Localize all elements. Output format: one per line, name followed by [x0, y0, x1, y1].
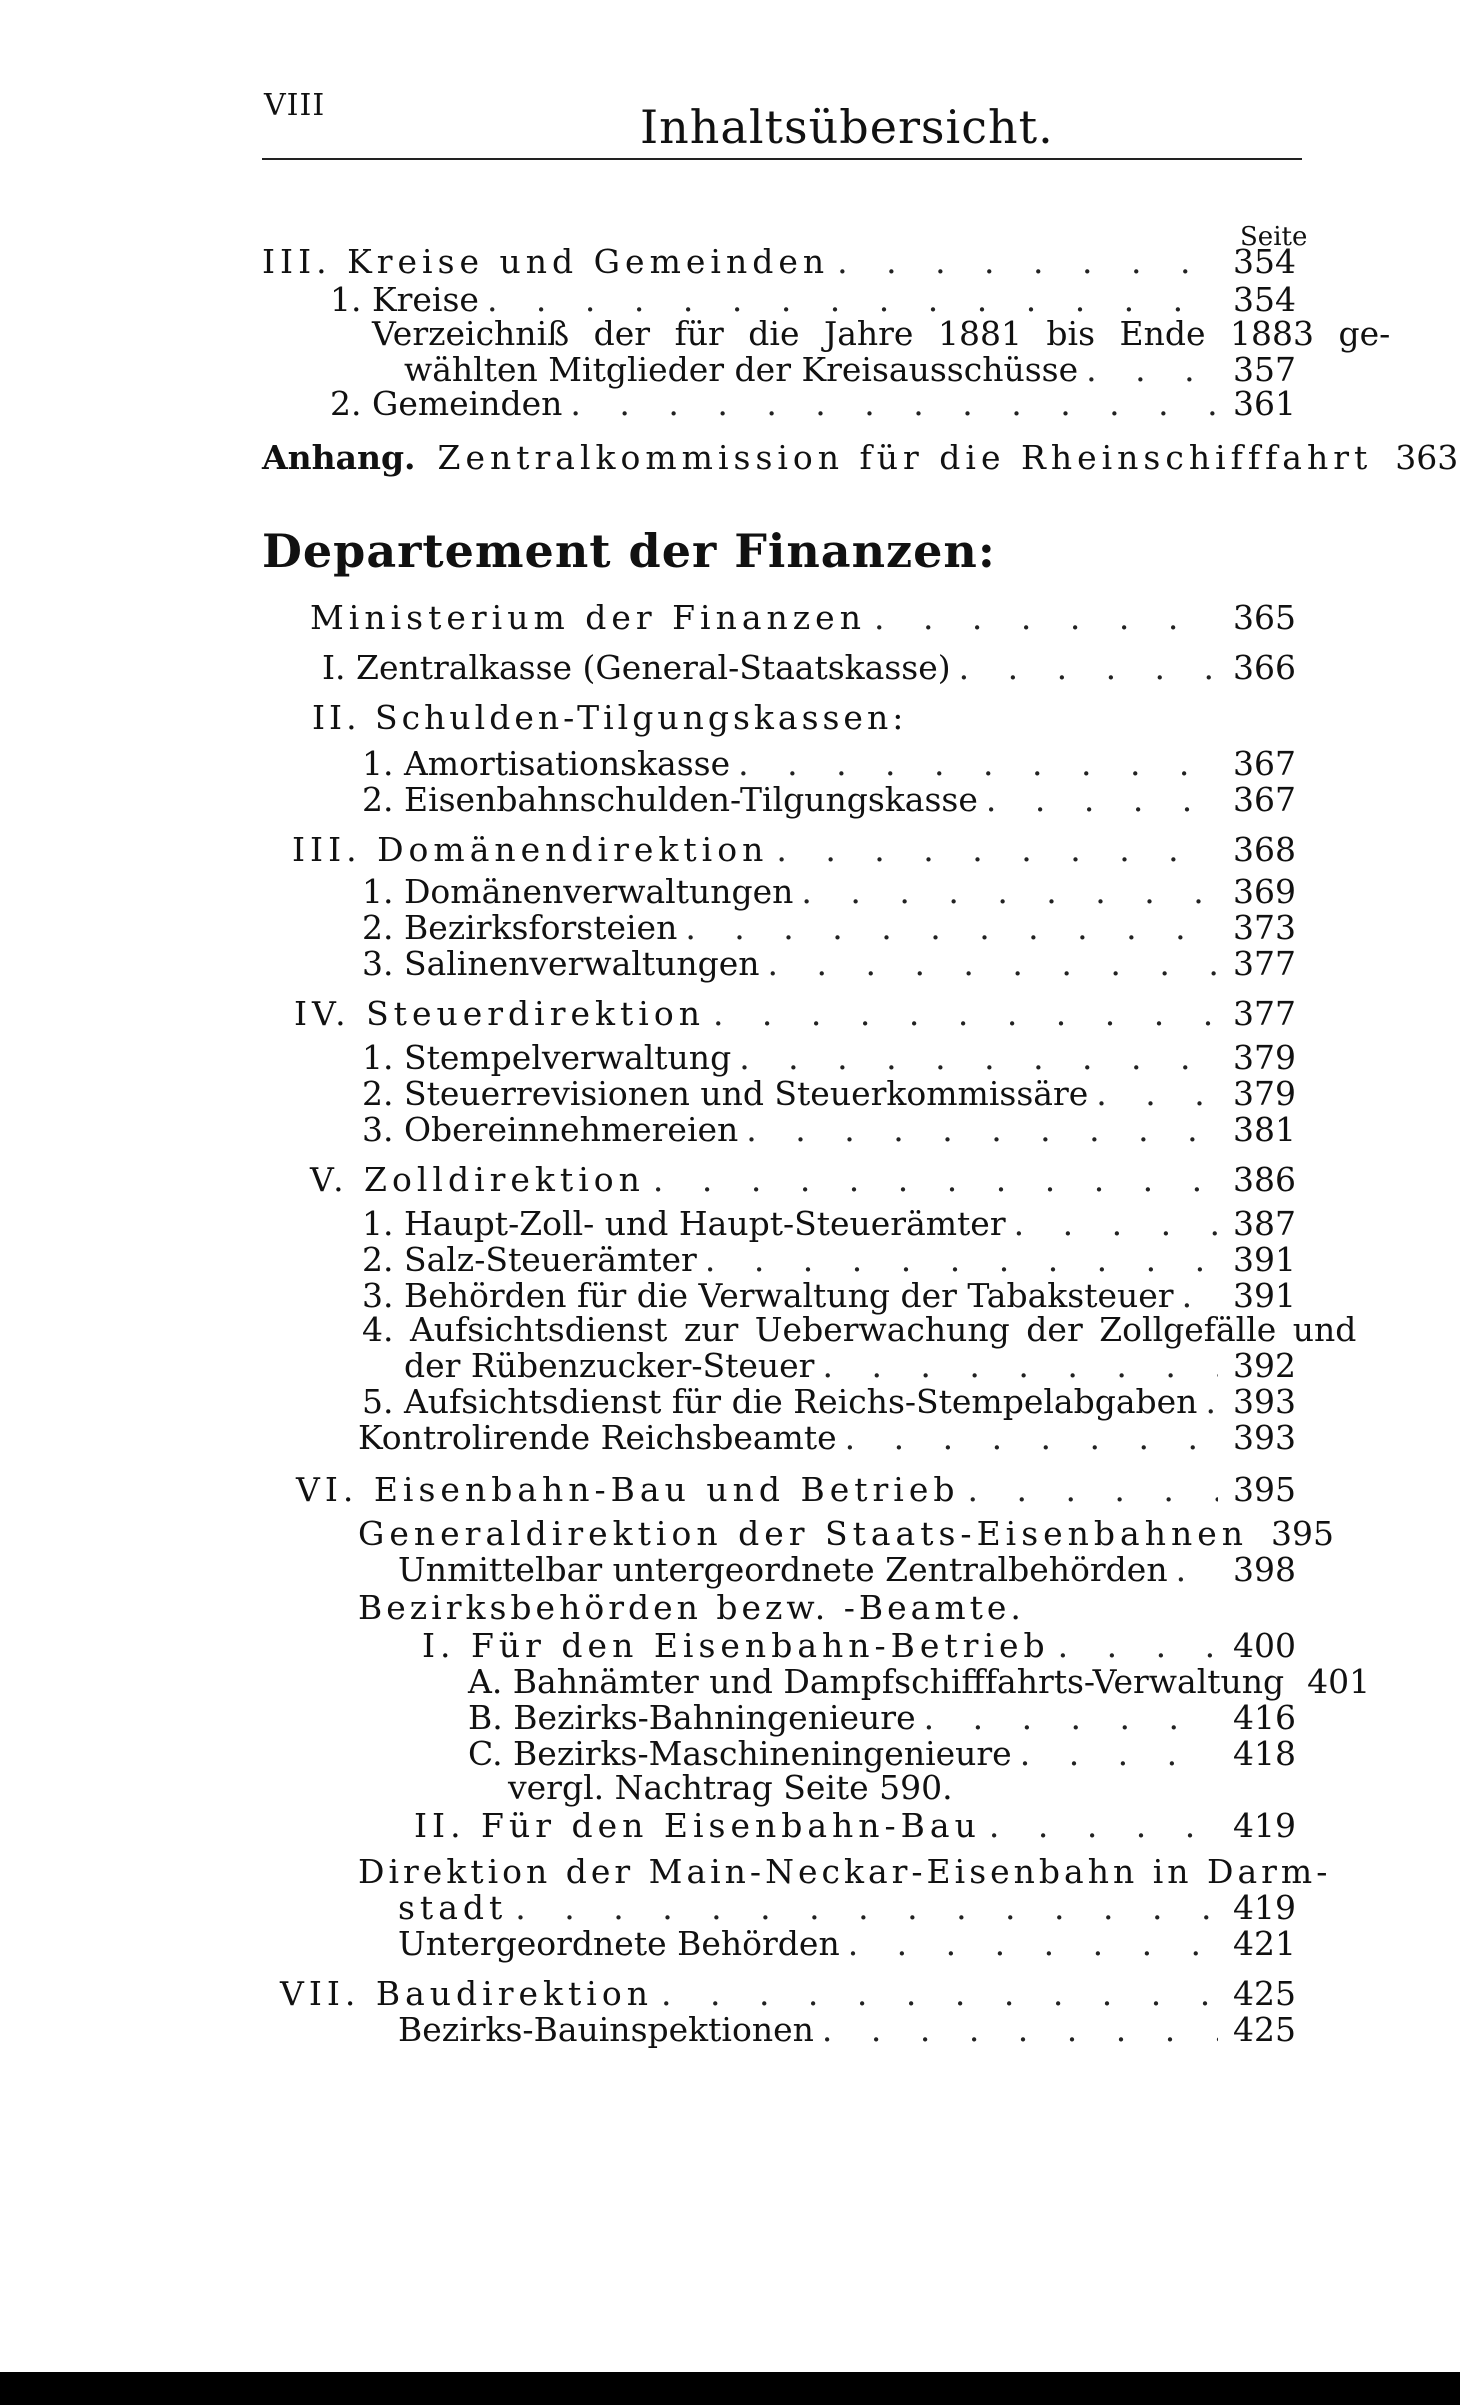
toc-entry: B. Bezirks-Bahningenieure . . . 416 [468, 1700, 1296, 1736]
toc-entry: VI. Eisenbahn-Bau und Betrieb . . . 395 [296, 1472, 1296, 1508]
toc-entry: V. Zolldirektion . . . 386 [310, 1162, 1296, 1198]
toc-entry: III. Kreise und Gemeinden . . . 354 [262, 244, 1296, 280]
toc-entry-heading: Bezirksbehörden bezw. -Beamte. [358, 1588, 1025, 1627]
header-rule [262, 158, 1302, 160]
page-column-label: Seite [1240, 222, 1308, 252]
toc-entry: III. Domänendirektion . . . 368 [292, 832, 1296, 868]
toc-entry: 1. Stempelverwaltung . . . 379 [362, 1040, 1296, 1076]
toc-entry: II. Für den Eisenbahn-Bau . . . 419 [414, 1808, 1296, 1844]
toc-entry: Bezirks-Bauinspektionen . . . 425 [398, 2012, 1296, 2048]
toc-entry: 2. Salz-Steuerämter . . . 391 [362, 1242, 1296, 1278]
toc-entry: Untergeordnete Behörden . . . 421 [398, 1926, 1296, 1962]
toc-entry: 2. Bezirksforsteien . . . 373 [362, 910, 1296, 946]
toc-entry: wählten Mitglieder der Kreisausschüsse . . . 357 [404, 352, 1296, 388]
toc-entry: 2. Eisenbahnschulden-Tilgungskasse . . . 367 [362, 782, 1296, 818]
toc-entry: 1. Amortisationskasse . . . 367 [362, 746, 1296, 782]
toc-entry: Ministerium der Finanzen . . . 365 [310, 600, 1296, 636]
toc-entry: VII. Baudirektion . . . 425 [280, 1976, 1296, 2012]
toc-entry: 3. Obereinnehmereien . . . 381 [362, 1112, 1296, 1148]
toc-entry: 2. Steuerrevisionen und Steuerkommissäre . . . 379 [362, 1076, 1296, 1112]
toc-entry-anhang: Anhang. Zentralkommission für die Rheinschifffahrt 363 [262, 438, 1459, 477]
toc-entry-line: Direktion der Main-Neckar-Eisenbahn in Darm- [358, 1852, 1332, 1891]
toc-entry: 5. Aufsichtsdienst für die Reichs-Stempelabgaben . . . 393 [362, 1384, 1296, 1420]
toc-entry: C. Bezirks-Maschineningenieure . . . 418 [468, 1736, 1296, 1772]
page-title: Inhaltsübersicht. [640, 100, 1054, 154]
toc-entry: IV. Steuerdirektion . . . 377 [294, 996, 1296, 1032]
toc-entry: Generaldirektion der Staats-Eisenbahnen 395 [358, 1514, 1335, 1553]
toc-entry: Unmittelbar untergeordnete Zentralbehörden . . . 398 [398, 1552, 1296, 1588]
toc-entry: 1. Kreise . . . 354 [330, 282, 1296, 318]
toc-entry: der Rübenzucker-Steuer . . . 392 [404, 1348, 1296, 1384]
toc-entry-note: vergl. Nachtrag Seite 590. [508, 1768, 953, 1807]
toc-entry: I. Zentralkasse (General-Staatskasse) . . . 366 [322, 650, 1296, 686]
scan-edge-bar [0, 2372, 1460, 2405]
toc-entry: 1. Haupt-Zoll- und Haupt-Steuerämter . . . 387 [362, 1206, 1296, 1242]
page-number: VIII [264, 88, 326, 123]
toc-entry: Kontrolirende Reichsbeamte . . . 393 [358, 1420, 1296, 1456]
toc-entry-line: Verzeichniß der für die Jahre 1881 bis Ende 1883 ge- [372, 314, 1391, 353]
toc-entry: A. Bahnämter und Dampfschifffahrts-Verwaltung 401 [468, 1662, 1371, 1701]
department-heading: Departement der Finanzen: [262, 524, 996, 578]
toc-entry-heading: II. Schulden-Tilgungskassen: [312, 698, 908, 737]
toc-entry-line: 4. Aufsichtsdienst zur Ueberwachung der Zollgefälle und [362, 1310, 1357, 1349]
toc-entry: 2. Gemeinden . . . 361 [330, 386, 1296, 422]
toc-entry: 1. Domänenverwaltungen . . . 369 [362, 874, 1296, 910]
toc-entry: stadt . . . 419 [398, 1890, 1296, 1926]
toc-entry: I. Für den Eisenbahn-Betrieb . . . 400 [422, 1628, 1296, 1664]
toc-entry: 3. Salinenverwaltungen . . . 377 [362, 946, 1296, 982]
toc-entry: 3. Behörden für die Verwaltung der Tabaksteuer . . . 391 [362, 1278, 1296, 1314]
